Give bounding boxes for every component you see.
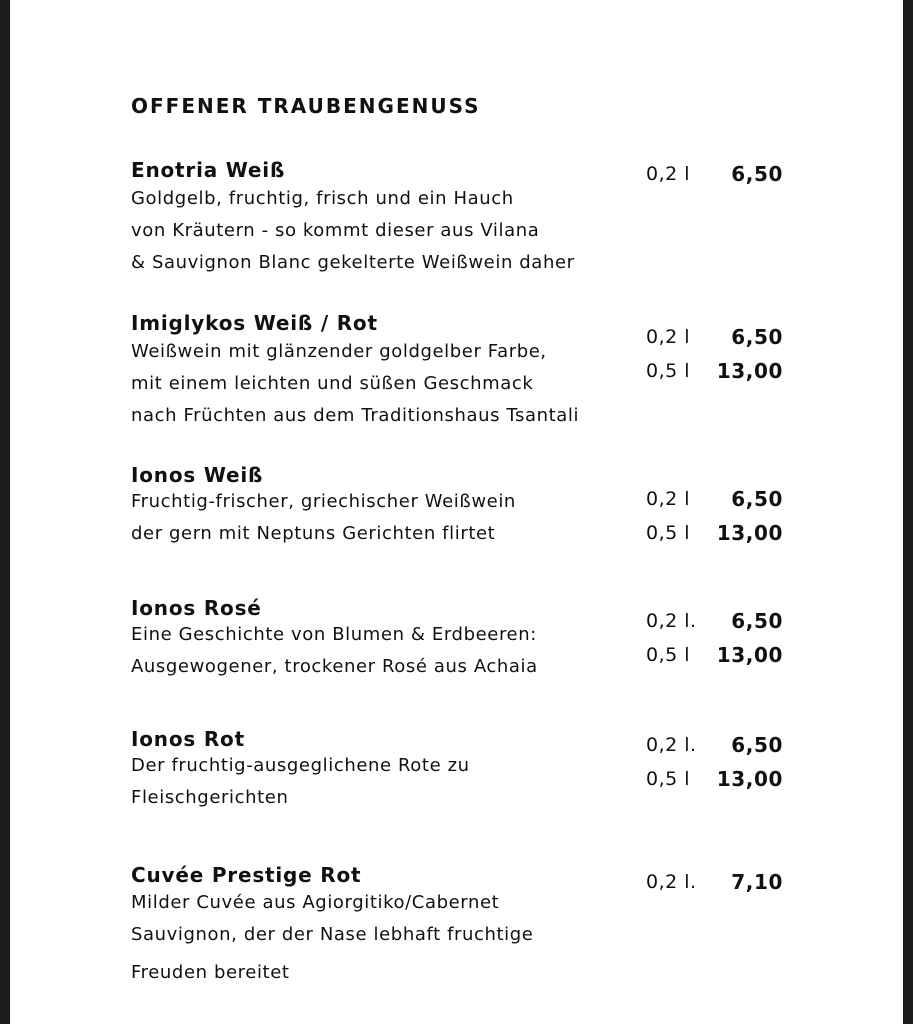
wine-description-line: der gern mit Neptuns Gerichten flirtet xyxy=(131,523,496,544)
menu-page xyxy=(10,0,903,1024)
wine-description-line: Goldgelb, fruchtig, frisch und ein Hauch xyxy=(131,188,514,209)
section-heading: OFFENER TRAUBENGENUSS xyxy=(131,94,481,118)
wine-description-line: Fleischgerichten xyxy=(131,787,289,808)
wine-name: Ionos Rot xyxy=(131,727,245,751)
price: 6,50 xyxy=(731,609,783,633)
wine-description-line: Der fruchtig-ausgeglichene Rote zu xyxy=(131,755,470,776)
wine-description-line: Weißwein mit glänzender goldgelber Farbe, xyxy=(131,341,547,362)
wine-name: Ionos Weiß xyxy=(131,463,264,487)
wine-name: Imiglykos Weiß / Rot xyxy=(131,311,378,335)
wine-description-line: Eine Geschichte von Blumen & Erdbeeren: xyxy=(131,624,537,645)
serving-size: 0,2 l. xyxy=(646,871,697,893)
serving-size: 0,5 l xyxy=(646,644,691,666)
wine-description-line: Fruchtig-frischer, griechischer Weißwein xyxy=(131,491,516,512)
serving-size: 0,2 l xyxy=(646,326,691,348)
wine-description-line: Freuden bereitet xyxy=(131,962,290,983)
serving-size: 0,5 l xyxy=(646,768,691,790)
price: 6,50 xyxy=(731,325,783,349)
price: 13,00 xyxy=(716,521,783,545)
wine-description-line: von Kräutern - so kommt dieser aus Vilana xyxy=(131,220,540,241)
price: 6,50 xyxy=(731,733,783,757)
price: 13,00 xyxy=(716,359,783,383)
price: 13,00 xyxy=(716,643,783,667)
wine-name: Ionos Rosé xyxy=(131,596,262,620)
wine-description-line: & Sauvignon Blanc gekelterte Weißwein daher xyxy=(131,252,575,273)
wine-description-line: Milder Cuvée aus Agiorgitiko/Cabernet xyxy=(131,892,500,913)
serving-size: 0,2 l. xyxy=(646,610,697,632)
serving-size: 0,5 l xyxy=(646,522,691,544)
wine-name: Cuvée Prestige Rot xyxy=(131,863,362,887)
wine-description-line: mit einem leichten und süßen Geschmack xyxy=(131,373,534,394)
wine-description-line: Sauvignon, der der Nase lebhaft fruchtige xyxy=(131,924,534,945)
serving-size: 0,2 l xyxy=(646,488,691,510)
price: 7,10 xyxy=(731,870,783,894)
serving-size: 0,2 l. xyxy=(646,734,697,756)
serving-size: 0,2 l xyxy=(646,163,691,185)
wine-description-line: nach Früchten aus dem Traditionshaus Tsantali xyxy=(131,405,580,426)
wine-description-line: Ausgewogener, trockener Rosé aus Achaia xyxy=(131,656,538,677)
price: 6,50 xyxy=(731,162,783,186)
serving-size: 0,5 l xyxy=(646,360,691,382)
price: 13,00 xyxy=(716,767,783,791)
wine-name: Enotria Weiß xyxy=(131,158,286,182)
price: 6,50 xyxy=(731,487,783,511)
